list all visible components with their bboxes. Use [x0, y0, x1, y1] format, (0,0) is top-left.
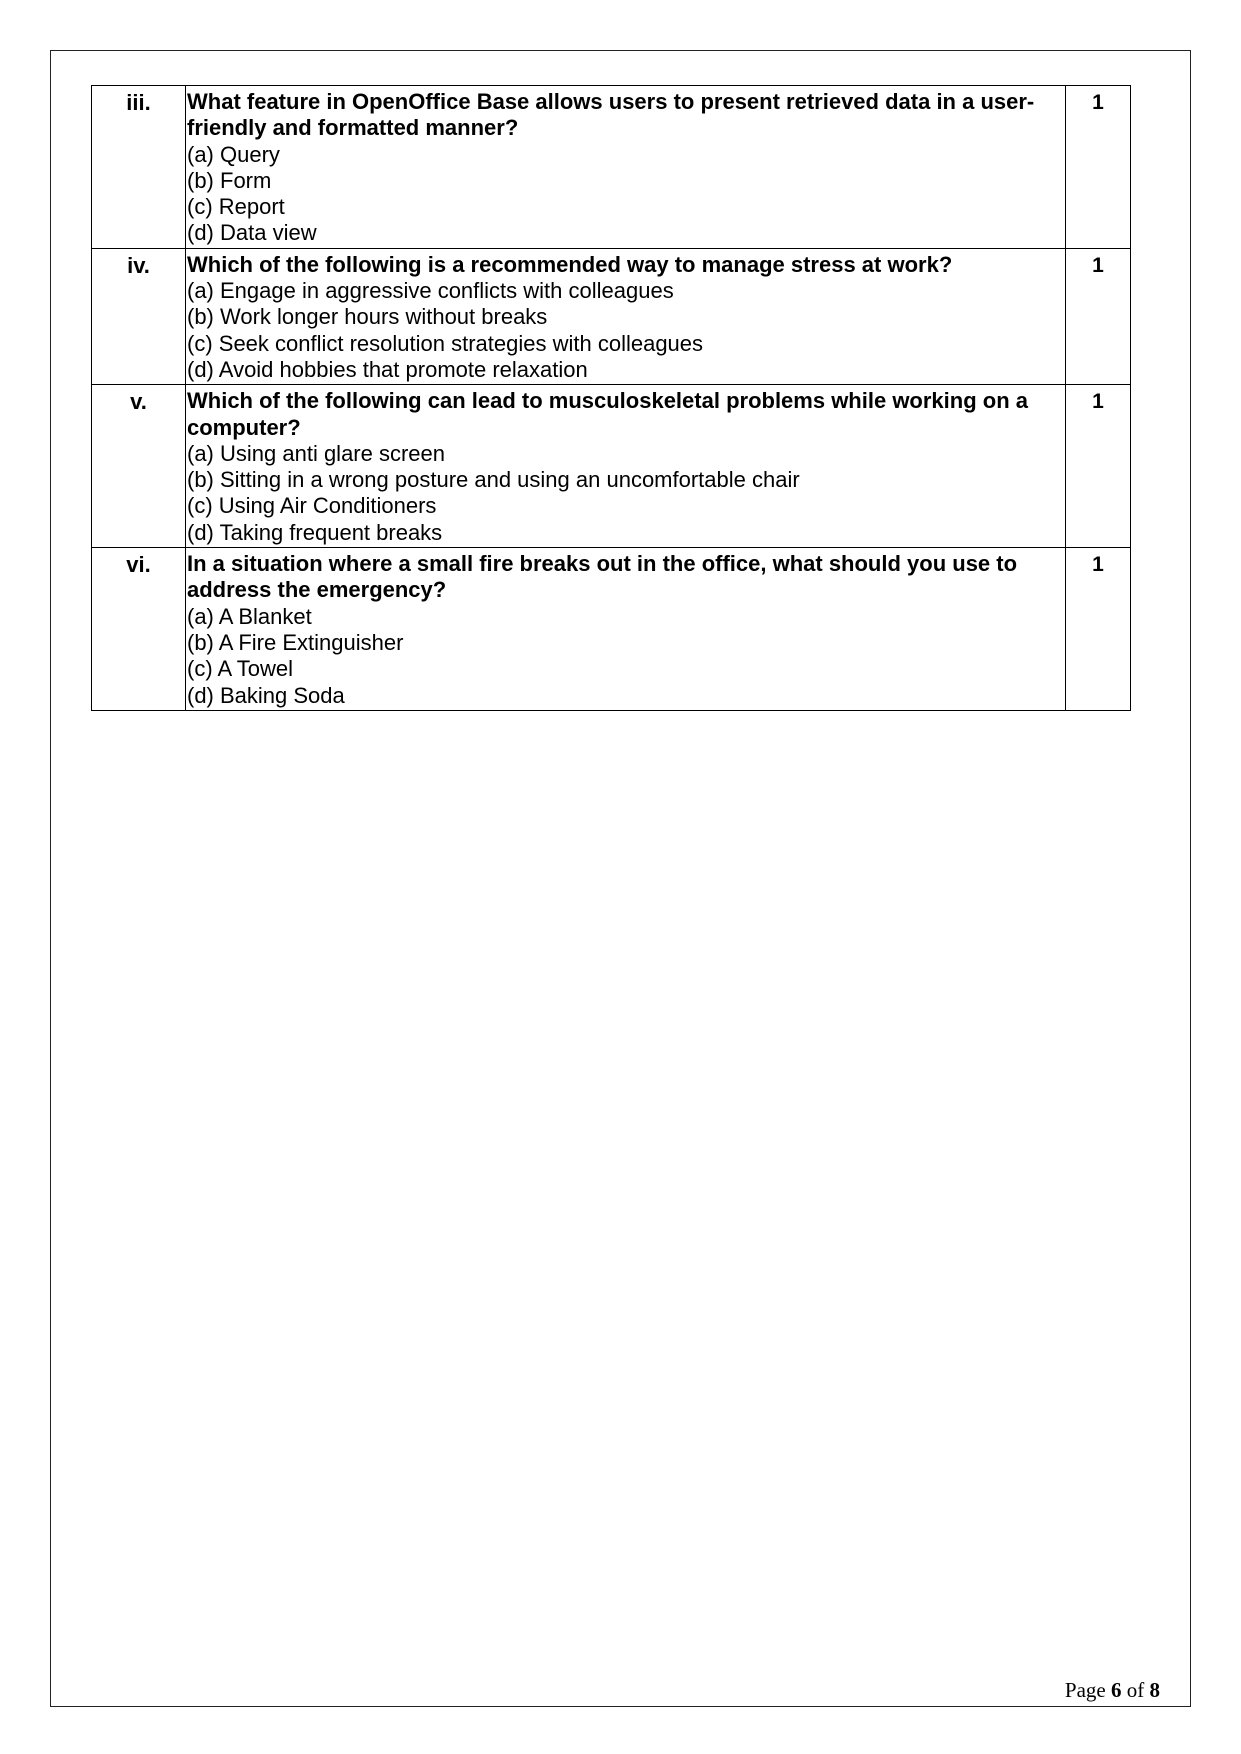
question-option: (d) Data view [187, 220, 317, 246]
question-text: In a situation where a small fire breaks out in the office, what should you use to address the emergency? [187, 551, 1018, 603]
question-number: vi. [92, 548, 186, 711]
question-marks: 1 [1066, 248, 1131, 384]
question-number: iv. [92, 248, 186, 384]
question-marks: 1 [1066, 385, 1131, 548]
question-option: (c) Report [187, 194, 285, 220]
of-label: of [1126, 1678, 1145, 1702]
question-option: (c) Using Air Conditioners [187, 493, 437, 519]
question-row [92, 86, 1131, 249]
page-label: Page [1064, 1678, 1106, 1702]
question-option: (d) Taking frequent breaks [187, 519, 443, 545]
question-row [92, 248, 1131, 384]
question-option: (b) Form [187, 167, 272, 193]
question-body [186, 548, 1066, 711]
question-text: Which of the following can lead to musculoskeletal problems while working on a computer? [187, 388, 1028, 440]
question-body [186, 248, 1066, 384]
question-option: (a) Query [187, 141, 280, 167]
question-option: (a) Engage in aggressive conflicts with colleagues [187, 278, 674, 304]
question-option: (b) Sitting in a wrong posture and using an uncomfortable chair [187, 467, 800, 493]
total-pages: 8 [1149, 1678, 1160, 1702]
question-text: Which of the following is a recommended way to manage stress at work? [187, 251, 953, 277]
question-row [92, 385, 1131, 548]
question-option: (b) Work longer hours without breaks [187, 304, 548, 330]
questions-table [91, 85, 1131, 711]
question-option: (d) Avoid hobbies that promote relaxation [187, 356, 588, 382]
question-option: (c) A Towel [187, 656, 293, 682]
question-marks: 1 [1066, 86, 1131, 249]
question-option: (a) Using anti glare screen [187, 440, 446, 466]
question-row [92, 548, 1131, 711]
question-number: iii. [92, 86, 186, 249]
page-footer [1065, 1678, 1160, 1703]
page-number: 6 [1111, 1678, 1122, 1702]
question-option: (b) A Fire Extinguisher [187, 629, 404, 655]
question-marks: 1 [1066, 548, 1131, 711]
question-body [186, 86, 1066, 249]
question-option: (c) Seek conflict resolution strategies with colleagues [187, 330, 704, 356]
question-body [186, 385, 1066, 548]
question-option: (a) A Blanket [187, 603, 312, 629]
question-option: (d) Baking Soda [187, 682, 345, 708]
question-text: What feature in OpenOffice Base allows users to present retrieved data in a user-friendly and formatted manner? [187, 89, 1035, 141]
question-number: v. [92, 385, 186, 548]
